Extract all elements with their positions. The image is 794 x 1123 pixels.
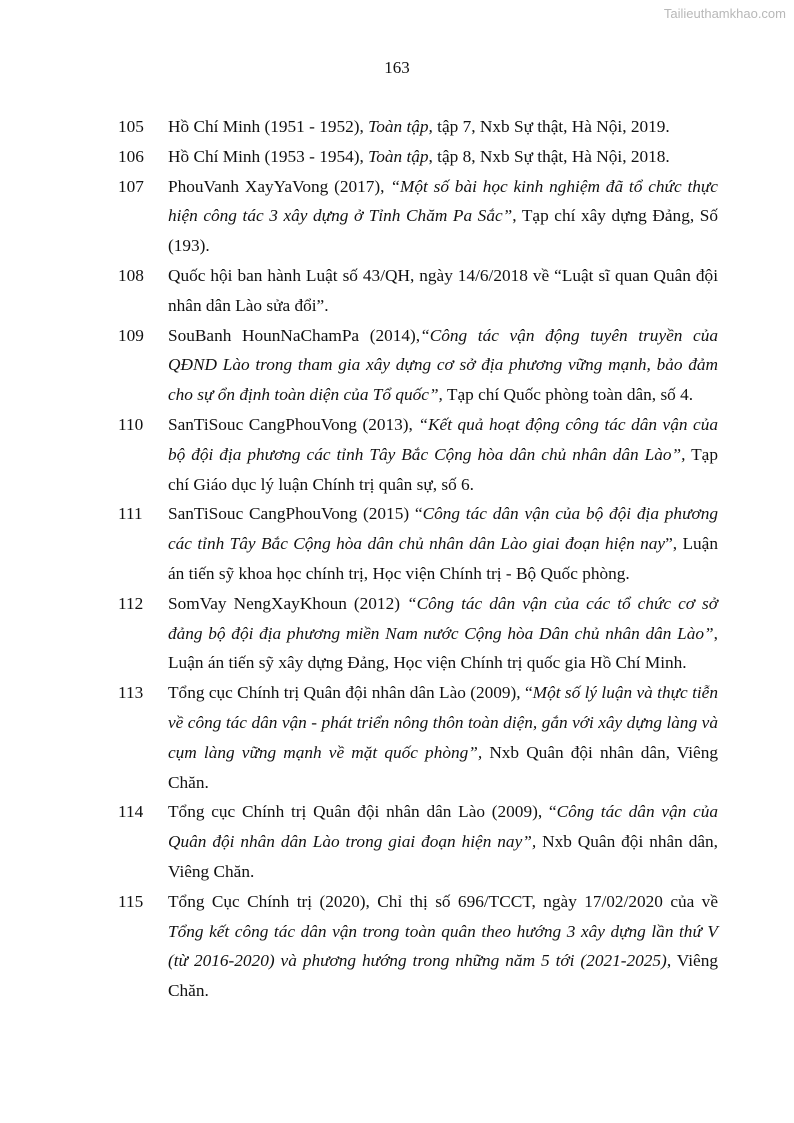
reference-entry	[118, 142, 718, 172]
reference-text: , Luận án tiến sỹ xây dựng Đảng, Học viện Chính trị quốc gia Hồ Chí Minh.	[168, 623, 718, 673]
reference-text: Hồ Chí Minh (1953 - 1954),	[168, 146, 369, 166]
reference-entry	[118, 261, 718, 321]
reference-text: , Tạp chí xây dựng Đảng, Số (193).	[168, 206, 718, 256]
reference-number: 105	[118, 117, 144, 136]
reference-text: Tạp chí Quốc phòng toàn dân, số 4.	[442, 385, 694, 405]
reference-number: 110	[118, 414, 144, 434]
reference-title: Tổng kết công tác dân vận trong toàn quân theo hướng 3 xây dựng lần thứ V (từ 2016-2020) và phương hướng trong những năm 5 tới (2021-2025)	[168, 921, 718, 971]
reference-text: , Viêng Chăn.	[168, 951, 718, 1001]
reference-text: SomVay NengXayKhoun (2012)	[168, 593, 408, 613]
reference-number: 115	[118, 891, 144, 911]
reference-entry	[118, 499, 718, 588]
reference-entry	[118, 321, 718, 410]
reference-number: 113	[118, 683, 144, 703]
watermark: Tailieuthamkhao.com	[663, 6, 786, 21]
reference-title: Công tác dân vận của bộ đội địa phương các tỉnh Tây Bắc Cộng hòa dân chủ nhân dân Lào giai đoạn hiện nay	[168, 504, 718, 554]
reference-text: SanTiSouc CangPhouVong (2015) “	[168, 504, 423, 524]
reference-text: Nxb Quân đội nhân dân, Viêng Chăn.	[168, 742, 718, 792]
reference-entry	[118, 172, 718, 261]
reference-text: Hồ Chí Minh (1951 - 1952),	[168, 117, 369, 136]
reference-number: 114	[118, 802, 144, 822]
reference-title: “Kết quả hoạt động công tác dân vận của bộ đội địa phương các tỉnh Tây Bắc Cộng hòa dân chủ nhân dân Lào”,	[168, 414, 718, 464]
reference-text: Quốc hội ban hành Luật số 43/QH, ngày 14/6/2018 về “Luật sĩ quan Quân đội nhân dân Lào sửa đổi”.	[168, 265, 718, 315]
reference-text: ”, Luận án tiến sỹ khoa học chính trị, Học viện Chính trị - Bộ Quốc phòng.	[168, 534, 718, 583]
reference-entry	[118, 410, 718, 499]
reference-title: “Công tác vận động tuyên truyền của QĐND Lào trong tham gia xây dựng cơ sở địa phương vững mạnh, bảo đảm cho sự ổn định toàn diện của Tổ quốc”,	[168, 325, 718, 405]
reference-title: “Một số bài học kinh nghiệm đã tổ chức thực hiện công tác 3 xây dựng ở Tỉnh Chăm Pa Sắc”	[168, 176, 718, 226]
reference-text: SanTiSouc CangPhouVong (2013),	[168, 414, 419, 434]
reference-text: , tập 8, Nxb Sự thật, Hà Nội, 2018.	[428, 146, 670, 166]
reference-text: SouBanh HounNaChamPa (2014),	[168, 325, 421, 345]
reference-text: tập 7, Nxb Sự thật, Hà Nội, 2019.	[432, 117, 670, 136]
reference-text: PhouVanh XayYaVong (2017),	[168, 176, 391, 196]
reference-number: 112	[118, 593, 144, 613]
reference-entry	[118, 678, 718, 797]
page-number: 163	[384, 58, 410, 77]
reference-text: Tạp chí Giáo dục lý luận Chính trị quân sự, số 6.	[168, 444, 718, 494]
reference-number: 107	[118, 176, 144, 196]
reference-entry	[118, 112, 718, 142]
reference-entry	[118, 887, 718, 1006]
reference-list	[118, 112, 718, 1006]
reference-title: Toàn tập,	[368, 117, 433, 136]
reference-number: 108	[118, 265, 144, 285]
reference-entry	[118, 797, 718, 886]
reference-text: Tổng Cục Chính trị (2020), Chỉ thị số 696/TCCT, ngày 17/02/2020 của về	[168, 891, 718, 911]
reference-text: Tổng cục Chính trị Quân đội nhân dân Lào (2009), “	[168, 683, 533, 703]
reference-title: “Công tác dân vận của các tổ chức cơ sở đảng bộ đội địa phương miền Nam nước Cộng hòa Dân chủ nhân dân Lào”	[168, 593, 718, 643]
reference-text: Tổng cục Chính trị Quân đội nhân dân Lào (2009), “	[168, 802, 557, 822]
reference-number: 109	[118, 325, 144, 345]
reference-title: Công tác dân vận của Quân đội nhân dân Lào trong giai đoạn hiện nay”,	[168, 802, 718, 852]
reference-title: Một số lý luận và thực tiễn về công tác dân vận - phát triển nông thôn toàn diện, gắn với xây dựng làng và cụm làng vững mạnh về mặt quốc phòng”,	[168, 683, 718, 762]
reference-title: Toàn tập	[368, 146, 429, 166]
reference-number: 111	[118, 504, 143, 524]
reference-text: Nxb Quân đội nhân dân, Viêng Chăn.	[168, 832, 718, 881]
reference-number: 106	[118, 146, 144, 166]
reference-entry	[118, 589, 718, 678]
